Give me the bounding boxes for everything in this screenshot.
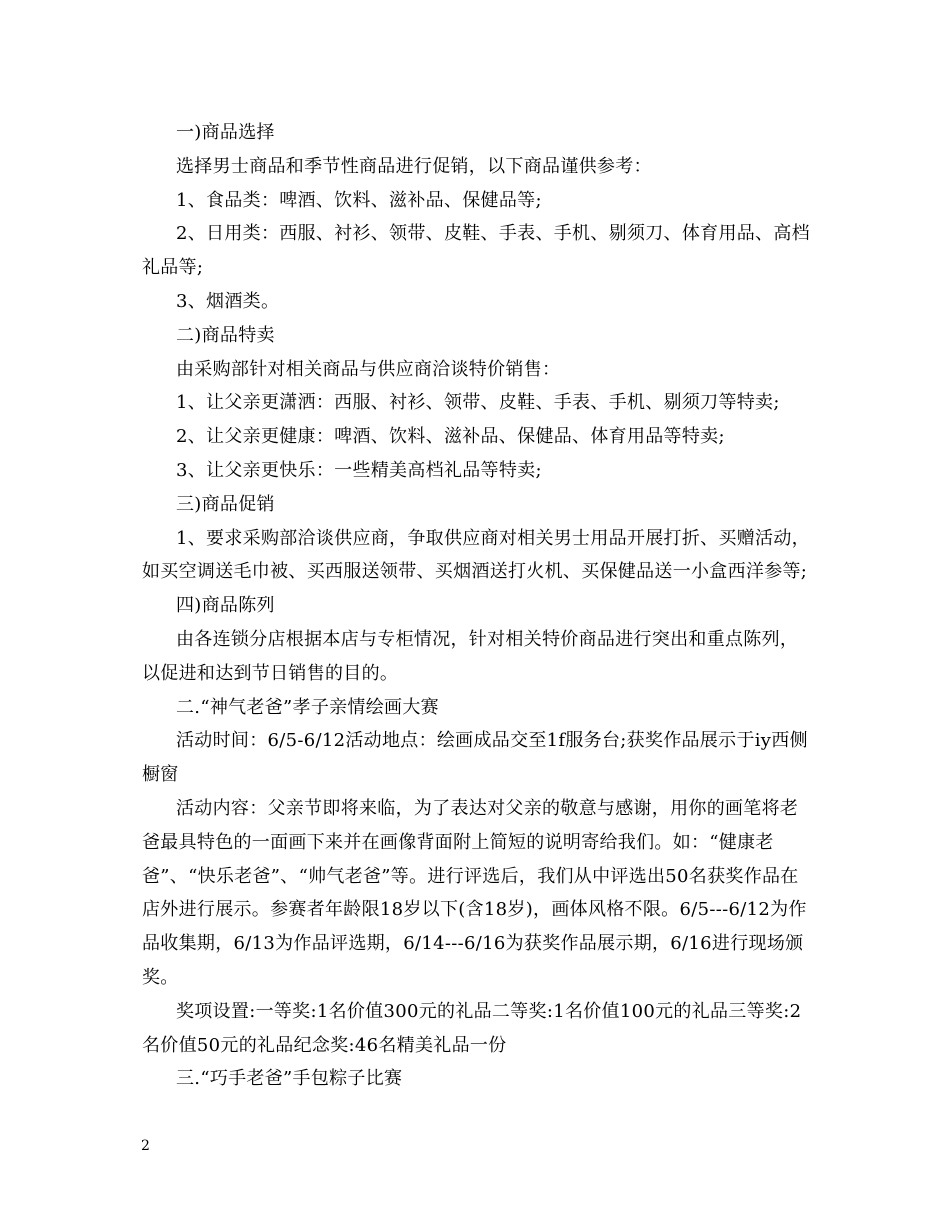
list-item: 2、日用类：西服、衬衫、领带、皮鞋、手表、手机、剔须刀、体育用品、高档礼品等;	[142, 223, 810, 279]
list-item: 3、烟酒类。	[176, 290, 280, 312]
heading-product-display: 四)商品陈列	[176, 595, 275, 617]
page-number: 2	[141, 1138, 150, 1154]
heading-product-special-sale: 二)商品特卖	[176, 324, 275, 346]
document-body	[142, 116, 814, 1096]
list-item: 2、让父亲更健康：啤酒、饮料、滋补品、保健品、体育用品等特卖;	[176, 426, 725, 448]
list-item: 1、要求采购部洽谈供应商，争取供应商对相关男士用品开展打折、买赠活动，如买空调送毛巾被、买西服送领带、买烟酒送打火机、买保健品送一小盒西洋参等;	[142, 527, 810, 583]
paragraph-activity-content: 活动内容：父亲节即将来临，为了表达对父亲的敬意与感谢，用你的画笔将老爸最具特色的一面画下来并在画像背面附上简短的说明寄给我们。如：“健康老爸”、“快乐老爸”、“帅气老爸”等。进行评选后，我们从中评选出50名获奖作品在店外进行展示。参赛者年龄限18岁以下(含18岁)，画体风格不限。6/5---6/12为作品收集期，6/13为作品评选期，6/14---6/16为获奖作品展示期，6/16进行现场颁奖。	[142, 797, 807, 988]
paragraph-activity-time: 活动时间：6/5-6/12活动地点：绘画成品交至1f服务台;获奖作品展示于iy西侧橱窗	[142, 730, 808, 786]
heading-product-selection: 一)商品选择	[176, 122, 275, 143]
list-item: 3、让父亲更快乐：一些精美高档礼品等特卖;	[176, 459, 542, 481]
list-item: 1、食品类：啤酒、饮料、滋补品、保健品等;	[176, 189, 542, 211]
paragraph: 选择男士商品和季节性商品进行促销，以下商品谨供参考：	[176, 155, 652, 177]
list-item: 1、让父亲更潇洒：西服、衬衫、领带、皮鞋、手表、手机、剔须刀等特卖;	[176, 392, 780, 414]
paragraph-awards: 奖项设置:一等奖:1名价值300元的礼品二等奖:1名价值100元的礼品三等奖:2名价值50元的礼品纪念奖:46名精美礼品一份	[142, 1000, 802, 1056]
heading-product-promotion: 三)商品促销	[176, 493, 275, 515]
heading-drawing-contest: 二.“神气老爸”孝子亲情绘画大赛	[176, 696, 439, 718]
paragraph: 由各连锁分店根据本店与专柜情况，针对相关特价商品进行突出和重点陈列，以促进和达到节日销售的目的。	[142, 628, 799, 684]
heading-zongzi-contest: 三.“巧手老爸”手包粽子比赛	[176, 1068, 403, 1090]
paragraph: 由采购部针对相关商品与供应商洽谈特价销售：	[176, 358, 561, 380]
